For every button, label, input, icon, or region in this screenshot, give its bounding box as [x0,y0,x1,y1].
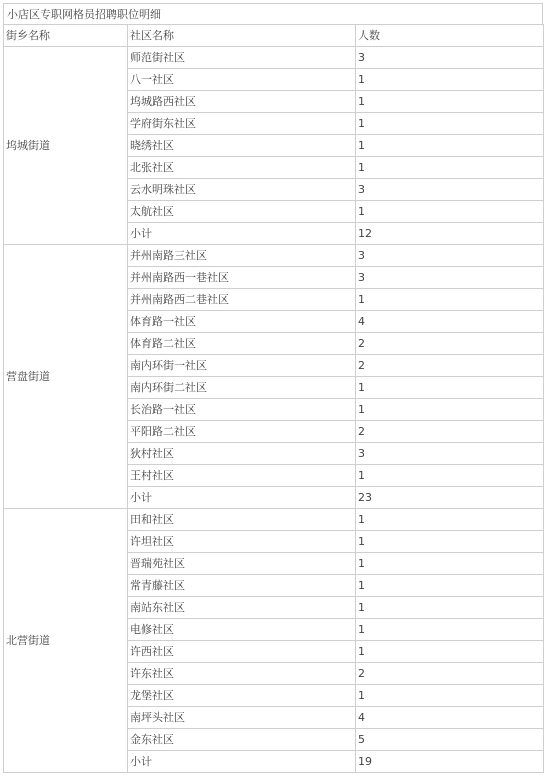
community-name-cell: 南内环街一社区 [128,355,356,377]
count-cell: 1 [356,69,544,91]
count-cell: 2 [356,355,544,377]
community-name-cell: 南内环街二社区 [128,377,356,399]
community-name-cell: 龙堡社区 [128,685,356,707]
community-name-cell: 八一社区 [128,69,356,91]
count-cell: 1 [356,113,544,135]
count-cell: 3 [356,179,544,201]
table-row [4,245,544,267]
community-name-cell: 电修社区 [128,619,356,641]
count-cell: 1 [356,597,544,619]
community-name-cell: 晋瑞苑社区 [128,553,356,575]
count-cell: 4 [356,311,544,333]
community-name-cell: 金东社区 [128,729,356,751]
header-street: 街乡名称 [4,25,128,47]
community-name-cell: 平阳路二社区 [128,421,356,443]
community-name-cell: 田和社区 [128,509,356,531]
count-cell: 1 [356,531,544,553]
count-cell: 1 [356,289,544,311]
count-cell: 1 [356,553,544,575]
community-name-cell: 并州南路西一巷社区 [128,267,356,289]
community-name-cell: 常青藤社区 [128,575,356,597]
count-cell: 1 [356,135,544,157]
count-cell: 1 [356,465,544,487]
street-name-cell: 营盘街道 [4,245,128,509]
street-name-cell: 坞城街道 [4,47,128,245]
community-name-cell: 学府街东社区 [128,113,356,135]
community-name-cell: 北张社区 [128,157,356,179]
count-cell: 1 [356,399,544,421]
recruitment-table [3,24,544,773]
community-name-cell: 太航社区 [128,201,356,223]
subtotal-label-cell: 小计 [128,751,356,773]
community-name-cell: 云水明珠社区 [128,179,356,201]
count-cell: 1 [356,575,544,597]
count-cell: 1 [356,377,544,399]
community-name-cell: 晓绣社区 [128,135,356,157]
count-cell: 2 [356,663,544,685]
recruitment-sheet [3,3,543,773]
header-count: 人数 [356,25,544,47]
community-name-cell: 许坦社区 [128,531,356,553]
community-name-cell: 师范街社区 [128,47,356,69]
community-name-cell: 南坪头社区 [128,707,356,729]
street-name-cell: 北营街道 [4,509,128,773]
community-name-cell: 体育路二社区 [128,333,356,355]
table-body [4,47,544,773]
count-cell: 1 [356,509,544,531]
community-name-cell: 并州南路西二巷社区 [128,289,356,311]
community-name-cell: 南站东社区 [128,597,356,619]
subtotal-count-cell: 19 [356,751,544,773]
count-cell: 1 [356,619,544,641]
community-name-cell: 体育路一社区 [128,311,356,333]
count-cell: 4 [356,707,544,729]
community-name-cell: 许东社区 [128,663,356,685]
table-row [4,47,544,69]
header-row [4,25,544,47]
count-cell: 3 [356,47,544,69]
count-cell: 3 [356,245,544,267]
community-name-cell: 狄村社区 [128,443,356,465]
count-cell: 5 [356,729,544,751]
count-cell: 1 [356,641,544,663]
community-name-cell: 长治路一社区 [128,399,356,421]
header-community: 社区名称 [128,25,356,47]
subtotal-label-cell: 小计 [128,223,356,245]
count-cell: 2 [356,333,544,355]
community-name-cell: 坞城路西社区 [128,91,356,113]
community-name-cell: 并州南路三社区 [128,245,356,267]
count-cell: 1 [356,201,544,223]
count-cell: 1 [356,685,544,707]
community-name-cell: 王村社区 [128,465,356,487]
count-cell: 1 [356,91,544,113]
count-cell: 3 [356,443,544,465]
subtotal-count-cell: 12 [356,223,544,245]
count-cell: 3 [356,267,544,289]
count-cell: 1 [356,157,544,179]
table-row [4,509,544,531]
community-name-cell: 许西社区 [128,641,356,663]
subtotal-label-cell: 小计 [128,487,356,509]
count-cell: 2 [356,421,544,443]
subtotal-count-cell: 23 [356,487,544,509]
table-title: 小店区专职网格员招聘职位明细 [3,3,543,24]
